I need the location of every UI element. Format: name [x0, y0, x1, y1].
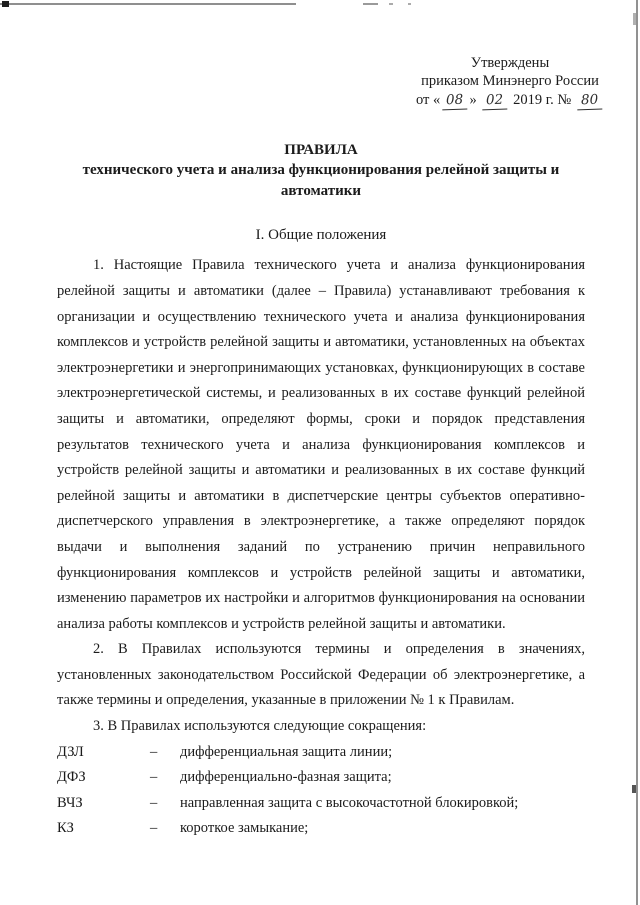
abbreviation-term: ДЗЛ [57, 743, 84, 760]
paragraph-line: функционирования комплексов и устройств релейной защиты и автоматики, [57, 564, 585, 581]
approval-date-prefix: от « [416, 91, 441, 108]
paragraph-line: релейной защиты и автоматики (далее – Правила) устанавливают требования к [57, 282, 585, 299]
scan-artifact-corner-dot [2, 1, 9, 7]
scan-artifact-dash [389, 3, 393, 5]
paragraph-line: установленных законодательством Российской Федерации об электроэнергетике, а [57, 666, 585, 683]
approval-close-quote: » [469, 91, 477, 108]
abbreviation-definition: дифференциально-фазная защита; [180, 769, 392, 786]
approval-block [407, 54, 613, 110]
approval-line-2: приказом Минэнерго России [421, 73, 599, 90]
abbreviation-dash: – [150, 769, 158, 786]
document-title-sub-line-1: технического учета и анализа функционирования релейной защиты и [82, 162, 560, 179]
paragraph-line: электроэнергетики и энергопринимающих установках, функционирующих в составе [57, 359, 585, 376]
document-title [57, 140, 585, 202]
handwritten-month: 02 [482, 90, 508, 110]
paragraph-line: 1. Настоящие Правила технического учета и анализа функционирования [93, 257, 585, 274]
abbreviation-definition: дифференциальная защита линии; [180, 743, 393, 760]
abbreviation-term: ДФЗ [57, 769, 86, 786]
handwritten-day: 08 [442, 90, 468, 110]
paragraph-line: релейной защиты и автоматики в диспетчерские центры субъектов оперативно- [57, 487, 585, 504]
abbreviation-term: КЗ [57, 820, 74, 837]
paragraph-line: электроэнергетической системы, и реализованных в их составе функций релейной [57, 385, 585, 402]
abbreviation-list [57, 740, 585, 842]
scan-artifact-dash [363, 3, 378, 5]
abbreviation-dash: – [150, 743, 158, 760]
abbreviation-definition: направленная защита с высокочастотной блокировкой; [180, 794, 519, 811]
paragraph-line: изменению параметров их настройки и алгоритмов функционирования на основании [57, 590, 585, 607]
abbreviation-row [57, 765, 585, 791]
scan-artifact-right-tick [633, 13, 636, 25]
paragraph-3 [57, 714, 585, 740]
approval-line-3 [407, 91, 613, 110]
abbreviation-row [57, 816, 585, 842]
paragraph-line: анализа работы комплексов и устройств релейной защиты и автоматики. [57, 615, 506, 632]
document-body [57, 253, 585, 842]
document-title-sub-line-2: автоматики [280, 182, 362, 199]
abbreviation-dash: – [150, 794, 158, 811]
approval-line-1: Утверждены [470, 55, 550, 71]
scan-artifact-right-tick [632, 785, 636, 793]
paragraph-line: выдачи и выполнения заданий по устранению причин неправильного [57, 538, 585, 555]
scan-artifact-top-line [0, 3, 296, 5]
paragraph-line: устройств релейной защиты и автоматики и реализованных в их составе функций [57, 462, 585, 479]
paragraph-2 [57, 637, 585, 714]
paragraph-line: результатов технического учета и анализа функционирования комплексов и [57, 436, 585, 453]
section-heading: I. Общие положения [255, 227, 387, 244]
paragraph-line: комплексов и устройств релейной защиты и автоматики, установленных на объектах [57, 334, 585, 351]
paragraph-line: диспетчерского управления в электроэнергетике, а также определяют порядок [57, 513, 585, 530]
handwritten-order-number: 80 [576, 90, 602, 110]
paragraph-line: 3. В Правилах используются следующие сокращения: [93, 718, 427, 735]
paragraph-line: также термины и определения, указанные в приложении № 1 к Правилам. [57, 692, 515, 709]
paragraph-1 [57, 253, 585, 637]
abbreviation-dash: – [150, 820, 158, 837]
page-content [0, 54, 640, 842]
scan-artifact-right-edge-line [636, 0, 638, 905]
scan-artifact-dash [408, 3, 411, 5]
paragraph-line: защиты и автоматики, определяют формы, сроки и порядок представления [57, 410, 585, 427]
paragraph-line: организации и осуществлению технического учета и анализа функционирования [57, 308, 585, 325]
document-title-main: ПРАВИЛА [284, 141, 358, 158]
approval-year-number-sign: 2019 г. № [513, 91, 572, 108]
abbreviation-definition: короткое замыкание; [180, 820, 309, 837]
paragraph-line: 2. В Правилах используются термины и определения в значениях, [93, 641, 585, 658]
abbreviation-row [57, 740, 585, 766]
abbreviation-term: ВЧЗ [57, 794, 83, 811]
abbreviation-row [57, 791, 585, 817]
